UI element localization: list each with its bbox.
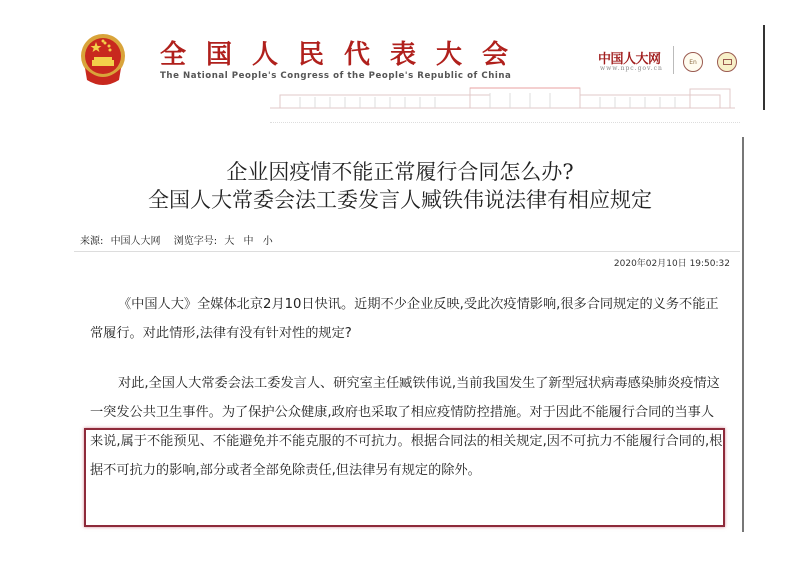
highlight-annotation-box xyxy=(84,428,725,527)
logo-divider xyxy=(673,46,674,74)
article-meta xyxy=(80,232,279,247)
font-size-small[interactable]: 小 xyxy=(262,236,273,247)
article-title-line2: 全国人大常委会法工委发言人臧铁伟说法律有相应规定 xyxy=(148,188,652,212)
site-title-en: The National People's Congress of the People's Republic of China xyxy=(160,71,512,81)
header-dotted-divider xyxy=(270,122,740,124)
npc-site-logo[interactable]: 中国人大网 xyxy=(598,52,661,67)
envelope-icon xyxy=(723,59,732,65)
article-title-line1: 企业因疫情不能正常履行合同怎么办? xyxy=(226,160,574,184)
font-size-large[interactable]: 大 xyxy=(224,236,235,247)
header-edge-line xyxy=(763,25,765,110)
font-size-medium[interactable]: 中 xyxy=(243,236,254,247)
english-button[interactable] xyxy=(683,52,703,72)
npc-site-url: www.npc.gov.cn xyxy=(600,65,663,72)
national-emblem-icon xyxy=(79,30,127,90)
english-button-label: En xyxy=(689,58,697,66)
article-paragraph-2: 对此,全国人大常委会法工委发言人、研究室主任臧铁伟说,当前我国发生了新型冠状病毒感染肺炎疫情这一突发公共卫生事件。为了保护公众健康,政府也采取了相应疫情防控措施。对于因此不能履行合同的当事人来说,属于不能预见、不能避免并不能克服的不可抗力。根据合同法的相关规定,因不可抗力不能履行合同的,根据不可抗力的影响,部分或者全部免除责任,但法律另有规定的除外。 xyxy=(90,376,723,478)
meta-divider xyxy=(74,251,740,252)
font-size-label: 浏览字号: xyxy=(173,236,218,247)
content-edge-line xyxy=(742,137,744,532)
site-title-cn: 全国人民代表大会 xyxy=(160,40,529,70)
publish-datetime: 2020年02月10日 19:50:32 xyxy=(613,259,730,269)
mail-button[interactable] xyxy=(717,52,737,72)
article-paragraph-1: 《中国人大》全媒体北京2月10日快讯。近期不少企业反映,受此次疫情影响,很多合同规定的义务不能正常履行。对此情形,法律有没有针对性的规定? xyxy=(90,297,719,341)
source-value[interactable]: 中国人大网 xyxy=(110,236,161,247)
great-hall-icon xyxy=(270,85,735,109)
source-label: 来源: xyxy=(80,236,104,247)
site-header xyxy=(0,0,786,128)
